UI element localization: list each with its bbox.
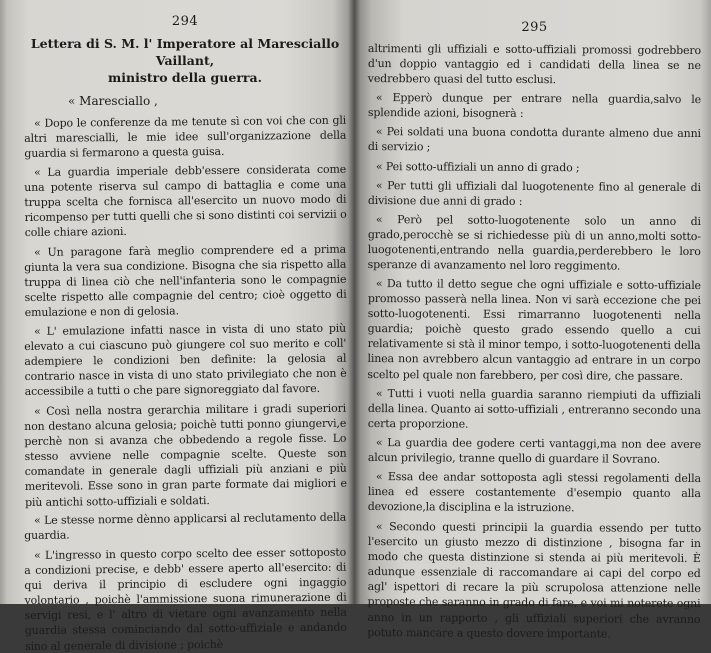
left-paragraph-4: « L' emulazione infatti nasce in vista di uno stato più elevato a cui ciascuno può giungere col suo merito e coll' adempiere le condizioni ben definite: la gelosia al contrario nasce in vista di uno stato privilegiato che non è accessibile a tutti o che pare signoreggiato dal favore.	[24, 321, 347, 399]
page-number-right: 295	[521, 20, 548, 35]
left-paragraph-3: « Un paragone farà meglio comprendere ed a prima giunta la vera sua condizione. Bisogna che sia rispetto alla truppa di linea ciò che nell'infanteria sono le compagnie scelte rispetto alle compagnie del centro; cioè oggetto di emulazione e non di gelosia.	[24, 242, 347, 320]
right-paragraph-10: « Essa dee andar sottoposta agli stessi regolamenti della linea ed essere costantemente d'esempio quanto alla devozione,la disciplina e la istruzione.	[367, 470, 701, 515]
right-paragraph-7: « Da tutto il detto segue che ogni uffiziale e sotto-uffiziale promosso passerà nella linea. Non vi sarà eccezione che pei sotto-luogotenenti. Essi rimarranno luogotenenti nella guardia; poichè questo grado essendo quello a cui relativamente si stà il minor tempo, i sotto-luogotenenti della linea non avrebbero alcun vantaggio ad entrare in un corpo scelto pel quale non farebbero, per così dire, che passare.	[367, 277, 701, 383]
page-number-left: 294	[171, 14, 199, 29]
left-paragraph-6: « Le stesse norme dènno applicarsi al reclutamento della guardia.	[24, 510, 347, 543]
salutation: « Maresciallo ,	[68, 94, 158, 108]
left-paragraph-2: « La guardia imperiale debb'essere considerata come una potente riserva sul campo di battaglia e come una truppa scelta che fornisca all'esercito un nuovo modo di ricompenso per tutti quelli che si sono distinti coi servizii o colle chiare azioni.	[24, 162, 347, 240]
right-page	[354, 0, 711, 640]
book-gutter	[348, 0, 360, 604]
right-paragraph-3: « Pei soldati una buona condotta durante almeno due anni di servizio ;	[367, 125, 701, 154]
right-paragraph-9: « La guardia dee godere certi vantaggi,ma non dee avere alcun privilegio, tranne quello di guardare il Sovrano.	[367, 436, 701, 467]
right-paragraph-1: altrimenti gli uffiziali e sotto-uffiziali promossi godrebbero d'un doppio vantaggio ed i candidati della linea se ne vedrebbero quasi del tutto esclusi.	[367, 41, 701, 87]
right-paragraph-2: « Epperò dunque per entrare nella guardia,salvo le splendide azioni, bisognerà :	[367, 91, 701, 121]
right-paragraph-11: « Secondo questi principii la guardia essendo per tutto l'esercito un giusto mezzo di distinzione , bisogna far in modo che questa distinzione si stenda ai più meritevoli. È adunque essenziale di raccomandare ai capi del corpo ed agl' ispettori di recare la più scrupolosa attenzione nelle proposte che saranno in grado di fare, e voi mi noterete ogni anno in un rapporto , gli uffiziali superiori che avranno potuto mancare a questo dovere importante.	[367, 519, 701, 640]
right-paragraph-5: « Per tutti gli uffiziali dal luogotenente fino al generale di divisione due anni di grado :	[367, 178, 701, 208]
right-paragraph-4: « Pei sotto-uffiziali un anno di grado ;	[375, 159, 580, 174]
letter-title-line-1: Lettera di S. M. l' Imperatore al Maresciallo Vaillant,	[30, 36, 340, 68]
right-paragraph-6: « Però pel sotto-luogotenente solo un anno di grado,perocchè se si richiedesse più di un anno,molti sotto-luogotenenti,entrando nella guardia,perderebbero le loro speranze di avanzamento nel loro reggimento.	[367, 212, 701, 273]
left-paragraph-5: « Così nella nostra gerarchia militare i gradi superiori non destano alcuna gelosia; poichè tutti ponno giungervi,e perchè non si avanza che obbedendo a regole fisse. Lo stesso avviene nelle compagnie scelte. Queste son comandate in generale dagli uffiziali più anziani e più meritevoli. Esse sono in gran parte formate dai migliori e più antichi sotto-uffiziali e soldati.	[24, 401, 347, 509]
left-paragraph-7: « L'ingresso in questo corpo scelto dee esser sottoposto a condizioni precise, e debb' essere aperto all'esercito: di qui deriva il principio di escludere ogni ingaggio volontario , poichè l'ammissione suona rimunerazione di servigi resi, e l' altro di vietare ogni avanzamento nella guardia stessa cominciando dal sotto-uffiziale e andando sino al generale di divisione ; poichè	[24, 545, 347, 653]
left-page	[0, 0, 354, 653]
right-paragraph-8: « Tutti i vuoti nella guardia saranno riempiuti da uffiziali della linea. Quanto ai sotto-uffiziali , entreranno secondo una certa proporzione.	[367, 387, 701, 431]
letter-title-line-2: ministro della guerra.	[108, 70, 262, 85]
letter-title	[24, 35, 346, 86]
left-paragraph-1: « Dopo le conferenze da me tenute sì con voi che con gli altri marescialli, le mie idee sull'organizzazione della guardia si fermarono a questa guisa.	[24, 113, 347, 161]
